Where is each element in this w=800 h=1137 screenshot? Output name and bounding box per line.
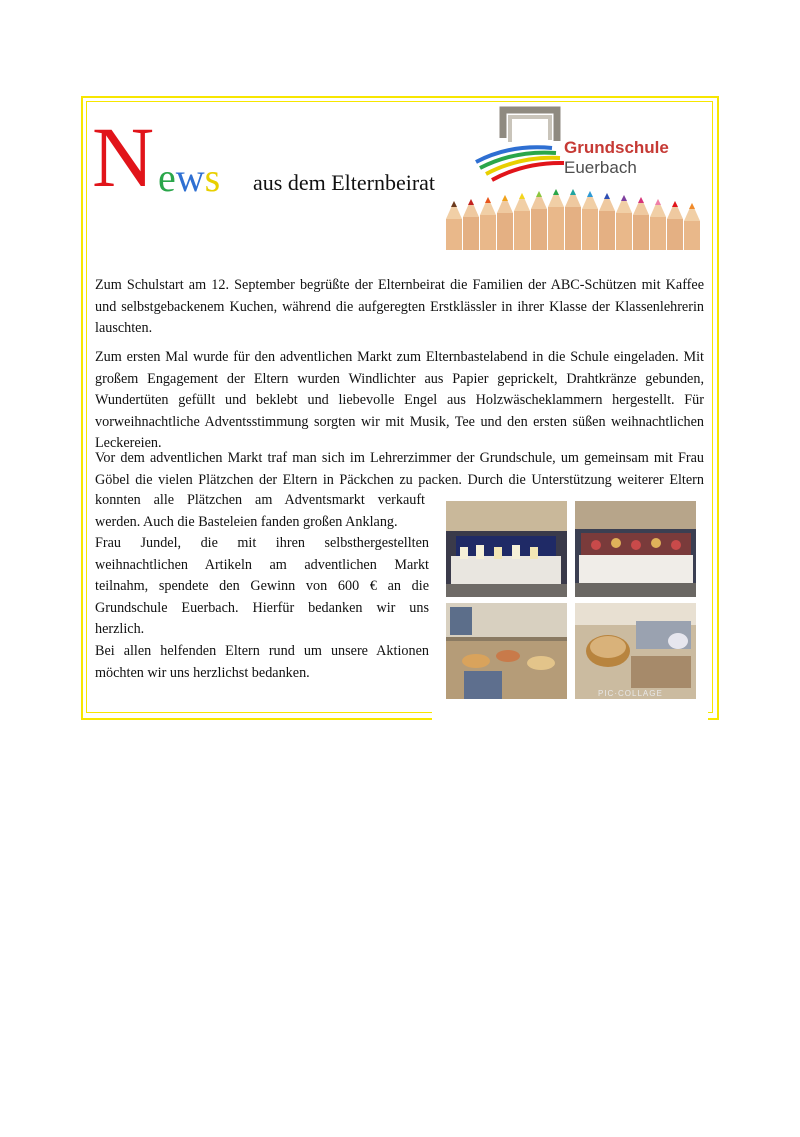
paragraph-schulstart: Zum Schulstart am 12. September begrüßte der Elternbeirat die Familien der ABC-Schützen mit Kaffee und selbstgebackenem Kuchen, während die aufgeregten Erstklässler in ihrer Klasse der Klassenlehrerin lauschten. <box>95 277 704 336</box>
paragraph-plaetzchen: konnten alle Plätzchen am Adventsmarkt verkauft werden. Auch die Basteleien fanden großen Anklang. <box>95 492 425 530</box>
page-subtitle: aus dem Elternbeirat <box>253 170 436 195</box>
paragraph-bastelabend: Zum ersten Mal wurde für den adventlichen Markt zum Elternbastelabend in die Schule eingeladen. Mit großem Engagement der Eltern wurden Windlichter aus Papier geprickelt, Drahtkränze gebunden, Wundertüten gefüllt und beklebt und liebevolle Engel aus Holzwäscheklammern hergestellt. Für vorweihnachtliche Adventsstimmung sorgten wir mit Musik, Tee und den ersten süßen weihnachtlichen Leckereien. <box>95 349 704 451</box>
photo-packing-room <box>446 603 567 699</box>
paragraph-spende: Frau Jundel, die mit ihren selbsthergestellten weihnachtlichen Artikeln am adventlichen Markt teilnahm, spendete den Gewinn von 600 € an die Grundschule Euerbach. Hierfür bedanken wir uns herzlich. <box>95 535 429 637</box>
paragraph-dank: Bei allen helfenden Eltern rund um unsere Aktionen möchten wir uns herzlichst bedanken. <box>95 643 429 681</box>
colored-pencils-image <box>444 183 706 250</box>
title-letter-s: s <box>204 155 221 200</box>
photo-cookies <box>575 603 696 699</box>
photo-market-stand-1 <box>446 501 567 597</box>
title-letters <box>158 155 221 200</box>
school-name-line1: Grundschule <box>564 138 669 157</box>
title-letter-w: w <box>175 155 205 200</box>
title-initial: N <box>92 109 155 205</box>
title-letter-e: e <box>158 155 176 200</box>
collage-watermark: PIC·COLLAGE <box>598 689 663 698</box>
paragraph-lehrerzimmer: Vor dem adventlichen Markt traf man sich im Lehrerzimmer der Grundschule, um gemeinsam mit Frau Göbel die vielen Plätzchen der Eltern in Päckchen zu packen. Durch die Unterstützung weiterer Eltern <box>95 450 704 488</box>
photo-market-stand-2 <box>575 501 696 597</box>
photo-collage-image <box>446 501 696 699</box>
school-name <box>564 138 669 178</box>
school-name-line2: Euerbach <box>564 158 637 177</box>
